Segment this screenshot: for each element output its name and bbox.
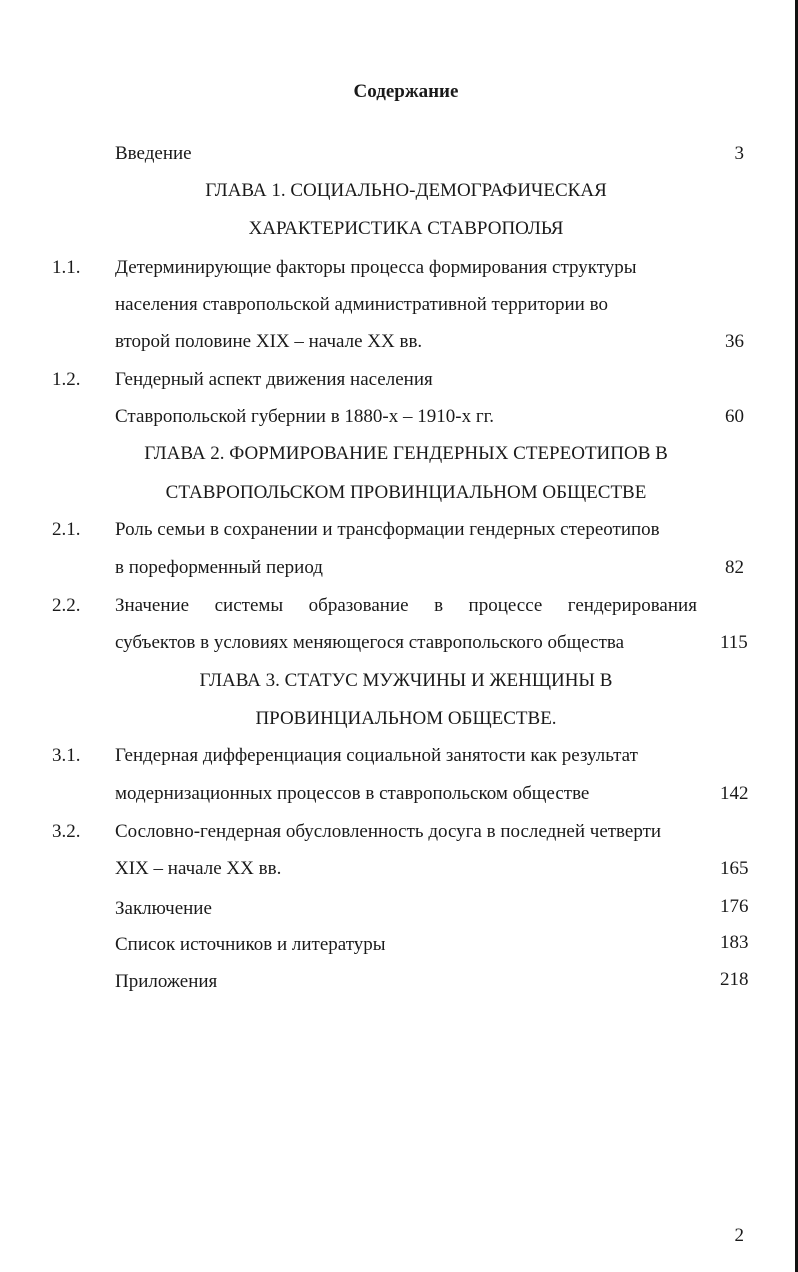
entry-line: Роль семьи в сохранении и трансформации гендерных стереотипов — [115, 519, 660, 540]
entry-label: Список источников и литературы — [115, 934, 386, 955]
section-number: 2.2. — [52, 595, 81, 616]
entry-page: 142 — [720, 783, 749, 804]
word: в — [434, 595, 444, 616]
chapter-line: ПРОВИНЦИАЛЬНОМ ОБЩЕСТВЕ. — [255, 708, 557, 729]
word: гендерирования — [567, 595, 697, 616]
entry-page: 115 — [720, 632, 748, 653]
section-number: 1.2. — [52, 369, 81, 390]
entry-line: Ставропольской губернии в 1880-х – 1910-х гг. — [115, 406, 495, 427]
entry-line: населения ставропольской административной территории во — [115, 294, 608, 315]
section-number: 3.1. — [52, 745, 81, 766]
entry-label: Приложения — [115, 971, 218, 992]
entry-page: 165 — [720, 858, 749, 879]
entry-page: 183 — [720, 932, 749, 953]
entry-line: Гендерный аспект движения населения — [115, 369, 433, 390]
chapter-line: ГЛАВА 2. ФОРМИРОВАНИЕ ГЕНДЕРНЫХ СТЕРЕОТИПОВ В — [144, 443, 668, 464]
entry-line: в пореформенный период — [115, 557, 323, 578]
entry-line-justified — [115, 594, 697, 618]
word: процессе — [468, 595, 543, 616]
entry-page: 36 — [725, 331, 744, 352]
section-number: 1.1. — [52, 257, 81, 278]
entry-line: XIX – начале XX вв. — [115, 858, 282, 879]
entry-page: 82 — [725, 557, 744, 578]
entry-page: 218 — [720, 969, 749, 990]
entry-page: 60 — [725, 406, 744, 427]
entry-label: Заключение — [115, 898, 212, 919]
chapter-line: ГЛАВА 1. СОЦИАЛЬНО-ДЕМОГРАФИЧЕСКАЯ — [205, 180, 607, 201]
entry-page: 176 — [720, 896, 749, 917]
word: системы — [214, 595, 284, 616]
entry-label: Введение — [115, 143, 192, 164]
word: образование — [308, 595, 409, 616]
chapter-line: СТАВРОПОЛЬСКОМ ПРОВИНЦИАЛЬНОМ ОБЩЕСТВЕ — [165, 482, 647, 503]
entry-page: 3 — [734, 143, 744, 164]
page-title: Содержание — [353, 81, 459, 102]
page-number: 2 — [734, 1225, 744, 1246]
entry-line: Сословно-гендерная обусловленность досуга в последней четверти — [115, 821, 662, 842]
entry-line: модернизационных процессов в ставропольском обществе — [115, 783, 590, 804]
word: Значение — [115, 595, 190, 616]
entry-line: Гендерная дифференциация социальной занятости как результат — [115, 745, 638, 766]
section-number: 2.1. — [52, 519, 81, 540]
section-number: 3.2. — [52, 821, 81, 842]
chapter-line: ГЛАВА 3. СТАТУС МУЖЧИНЫ И ЖЕНЩИНЫ В — [199, 670, 613, 691]
chapter-line: ХАРАКТЕРИСТИКА СТАВРОПОЛЬЯ — [248, 218, 564, 239]
entry-line: субъектов в условиях меняющегося ставропольского общества — [115, 632, 625, 653]
entry-line: Детерминирующие факторы процесса формирования структуры — [115, 257, 637, 278]
entry-line: второй половине XIX – начале XX вв. — [115, 331, 423, 352]
